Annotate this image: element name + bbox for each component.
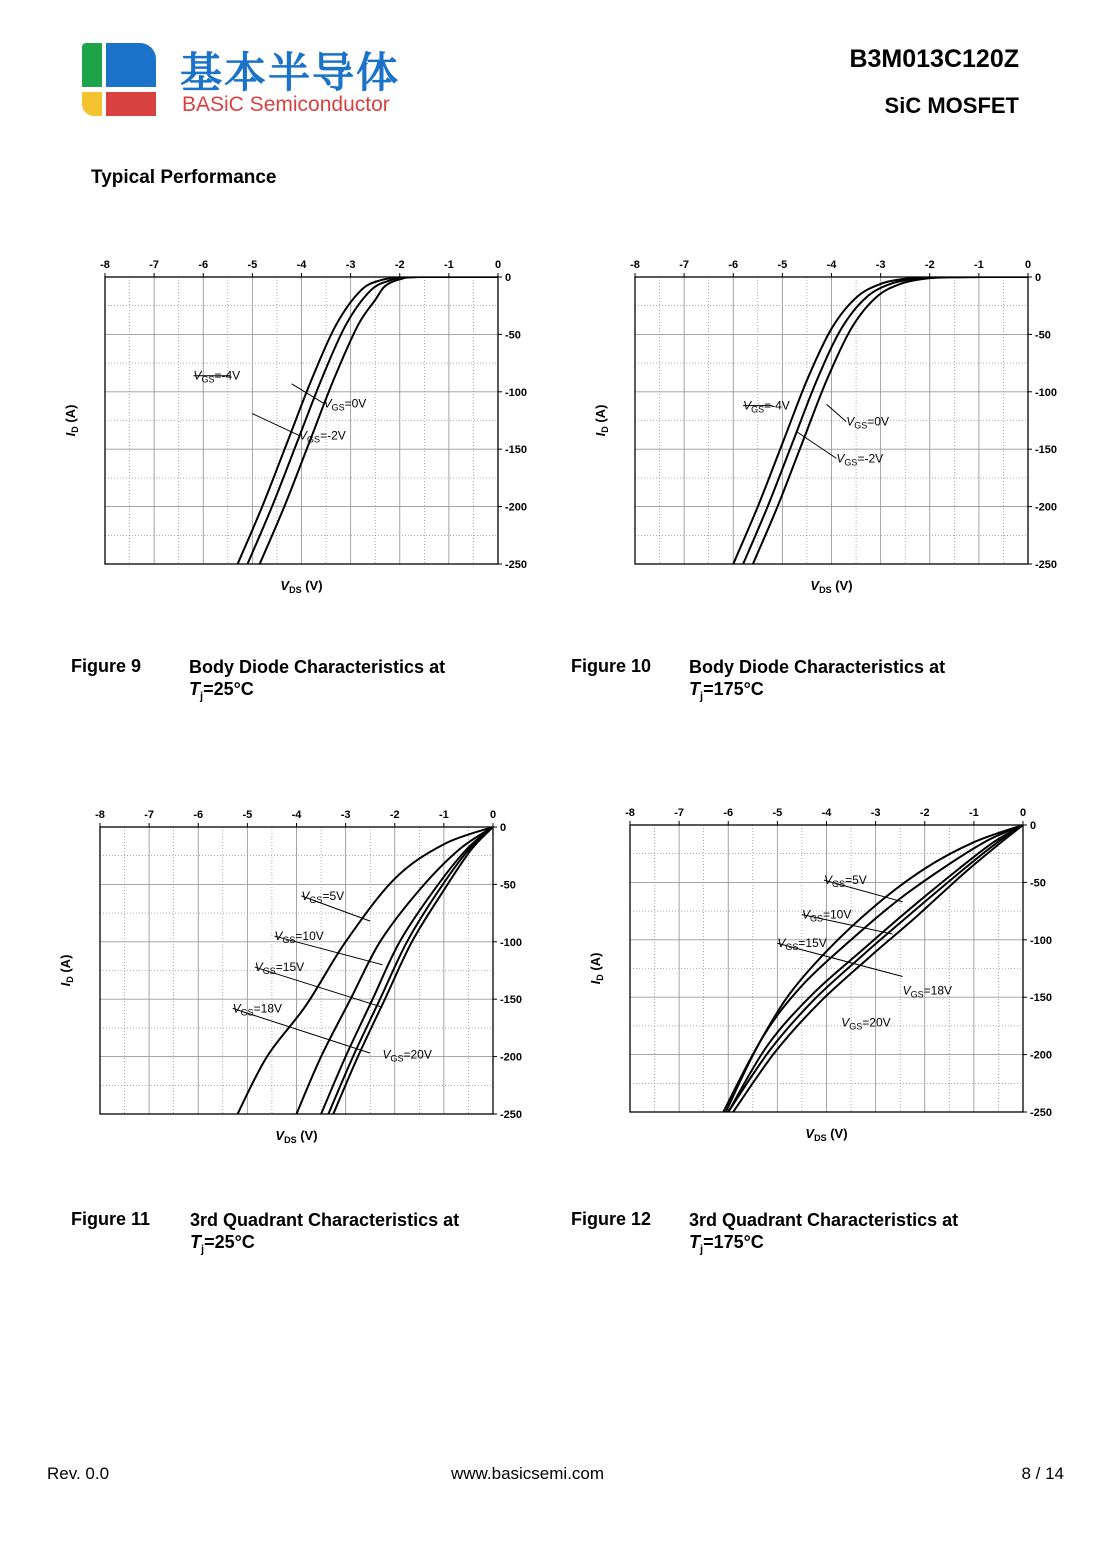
figure-10-caption <box>689 656 945 708</box>
x-tick-label: -7 <box>149 259 160 271</box>
x-tick-label: -3 <box>345 259 356 271</box>
caption-temperature: $T_j=175^\circ C$ <box>689 679 764 703</box>
y-tick-label: -200 <box>500 1051 523 1064</box>
x-axis-unit: (V) <box>831 578 853 593</box>
x-tick-label: -1 <box>438 809 449 821</box>
figure-11-caption <box>190 1209 459 1261</box>
x-tick-label: -5 <box>247 259 258 271</box>
product-type: SiC MOSFET <box>884 93 1019 118</box>
curve-label-symbol: V <box>299 428 308 443</box>
y-tick-label: -250 <box>1035 559 1058 571</box>
logo-red-block <box>106 92 156 116</box>
curve-label <box>299 428 346 444</box>
curve-label <box>301 889 344 905</box>
x-tick-label: 0 <box>494 259 502 271</box>
series-line-vgs-20v <box>733 825 1023 1112</box>
y-tick-label: -50 <box>1030 877 1046 890</box>
y-axis-symbol: I <box>58 982 73 987</box>
y-tick-label: -100 <box>500 936 523 949</box>
curve-label <box>836 451 883 467</box>
y-tick-label: 0 <box>505 272 512 284</box>
y-axis-subscript: D <box>600 426 610 433</box>
curve-label <box>903 983 952 999</box>
x-axis-label <box>275 1128 317 1145</box>
x-axis-subscript: DS <box>289 585 302 595</box>
y-axis-subscript: D <box>65 976 75 983</box>
curve-label-subscript: GS <box>201 374 215 385</box>
y-axis-symbol: I <box>593 432 608 437</box>
curve-label-value: =5V <box>845 873 867 888</box>
x-tick-label: -7 <box>679 259 690 271</box>
x-tick-label: -1 <box>968 807 979 819</box>
curve-label-value: =20V <box>403 1047 432 1062</box>
curve-label-value: =-2V <box>320 428 346 443</box>
curve-label-symbol: V <box>836 451 845 466</box>
curve-label-subscript: GS <box>809 913 823 924</box>
figure-12-label: Figure 12 <box>571 1209 652 1229</box>
curve-label-symbol: V <box>254 960 263 975</box>
y-tick-label: -200 <box>505 501 528 514</box>
curve-label <box>255 960 304 976</box>
curve-label-subscript: GS <box>309 894 323 905</box>
x-axis-subscript: DS <box>814 1133 827 1143</box>
caption-text: Body Diode Characteristics at <box>689 657 946 677</box>
curve-label-subscript: GS <box>854 420 868 431</box>
curve-label-subscript: GS <box>390 1053 404 1064</box>
y-axis-symbol: I <box>588 980 603 985</box>
x-tick-label: -2 <box>389 809 400 821</box>
curve-label-value: =18V <box>253 1001 283 1016</box>
caption-text: 3rd Quadrant Characteristics at <box>689 1210 959 1230</box>
curve-label-symbol: V <box>846 414 855 429</box>
x-tick-label: -2 <box>919 807 930 819</box>
y-axis-unit: (A) <box>593 404 608 427</box>
figure-12-caption <box>689 1209 958 1261</box>
y-axis-label <box>588 953 605 985</box>
y-tick-label: -50 <box>505 329 521 342</box>
curve-label <box>846 415 889 431</box>
x-tick-label: -2 <box>924 259 935 271</box>
curve-label-value: =10V <box>295 929 324 944</box>
footer-revision: Rev. 0.0 <box>47 1464 110 1483</box>
figure-10-label: Figure 10 <box>571 656 652 676</box>
y-axis-label <box>58 955 75 987</box>
curve-label-subscript: GS <box>262 966 276 977</box>
x-tick-label: -3 <box>870 807 881 819</box>
y-axis-subscript: D <box>595 974 605 981</box>
curve-label <box>324 396 367 412</box>
x-axis-label <box>280 578 322 595</box>
curve-label <box>233 1001 282 1017</box>
curve-label-value: =0V <box>867 414 889 429</box>
y-tick-label: -100 <box>1030 934 1053 947</box>
curve-label <box>193 369 240 385</box>
chart-figure-10 <box>580 245 1080 605</box>
curve-label <box>743 399 790 415</box>
x-tick-label: 0 <box>1024 259 1032 271</box>
y-axis-subscript: D <box>70 426 80 433</box>
x-axis-label <box>810 578 852 595</box>
y-tick-label: -150 <box>505 444 528 457</box>
y-tick-label: -200 <box>1035 501 1058 514</box>
curve-label-symbol: V <box>801 907 810 922</box>
x-axis-label <box>805 1126 847 1143</box>
curve-label-value: =15V <box>798 936 827 951</box>
y-tick-label: -200 <box>1030 1049 1053 1062</box>
logo-yellow-block <box>82 92 102 116</box>
curve-label-subscript: GS <box>832 879 846 890</box>
x-tick-label: 0 <box>489 809 497 821</box>
curve-label-subscript: GS <box>307 434 321 445</box>
footer-page-number: 8 / 14 <box>1021 1464 1064 1483</box>
curve-label-value: =-4V <box>764 398 790 413</box>
y-tick-label: -50 <box>1035 329 1051 342</box>
curve-label-subscript: GS <box>751 404 765 415</box>
x-tick-label: -1 <box>443 259 454 271</box>
label-leader-line <box>827 404 847 421</box>
caption-temperature: $T_j=25^\circ C$ <box>190 1232 255 1256</box>
curve-label-subscript: GS <box>849 1021 863 1032</box>
footer-website[interactable]: www.basicsemi.com <box>451 1464 605 1483</box>
curve-label-symbol: V <box>301 888 310 903</box>
x-axis-subscript: DS <box>819 585 832 595</box>
logo-english-name: BASiC Semiconductor <box>182 93 390 116</box>
curve-label <box>274 929 323 945</box>
x-axis-unit: (V) <box>826 1126 848 1141</box>
curve-label-symbol: V <box>841 1015 850 1030</box>
logo-chinese-name: 基本半导体 <box>180 48 401 97</box>
curve-label <box>841 1015 890 1031</box>
curve-label-symbol: V <box>193 368 202 383</box>
figure-11-label: Figure 11 <box>71 1209 151 1229</box>
x-axis-unit: (V) <box>296 1128 318 1143</box>
y-tick-label: 0 <box>500 822 507 834</box>
x-axis-subscript: DS <box>284 1135 297 1145</box>
caption-temperature: $T_j=175^\circ C$ <box>689 1232 764 1256</box>
label-leader-line <box>797 432 836 458</box>
curve-label <box>382 1047 431 1063</box>
x-axis-symbol: V <box>805 1126 815 1141</box>
x-tick-label: -4 <box>291 809 302 821</box>
curve-label <box>777 936 826 952</box>
y-tick-label: -150 <box>500 994 523 1007</box>
curve-label-value: =20V <box>862 1015 891 1030</box>
x-tick-label: 0 <box>1019 807 1027 819</box>
curve-label-symbol: V <box>824 873 833 888</box>
logo-green-block <box>82 43 102 87</box>
x-axis-unit: (V) <box>301 578 323 593</box>
curve-label-value: =-2V <box>857 451 884 466</box>
y-tick-label: -150 <box>1030 992 1053 1005</box>
x-tick-label: -3 <box>340 809 351 821</box>
x-tick-label: -6 <box>193 809 204 821</box>
curve-label-symbol: V <box>743 398 752 413</box>
x-tick-label: -6 <box>723 807 734 819</box>
label-leader-line <box>252 414 299 436</box>
logo-blue-block <box>106 43 156 87</box>
curve-label-subscript: GS <box>785 942 799 953</box>
y-axis-label <box>593 405 610 437</box>
x-tick-label: -8 <box>95 809 105 821</box>
y-axis-label <box>63 405 80 437</box>
section-title: Typical Performance <box>91 167 277 188</box>
curve-label-value: =5V <box>322 888 345 903</box>
curve-label-symbol: V <box>777 936 786 951</box>
curve-label-subscript: GS <box>282 935 296 946</box>
x-tick-label: -5 <box>777 259 788 271</box>
x-tick-label: -5 <box>772 807 783 819</box>
chart-figure-12 <box>575 793 1075 1153</box>
x-tick-label: -1 <box>973 259 984 271</box>
curve-label-symbol: V <box>232 1001 241 1016</box>
curve-label-value: =-4V <box>214 368 241 383</box>
caption-text: 3rd Quadrant Characteristics at <box>190 1210 460 1230</box>
curve-label <box>824 873 867 889</box>
curve-label-value: =18V <box>923 983 953 998</box>
curve-label-value: =0V <box>344 396 367 411</box>
x-tick-label: -6 <box>728 259 739 271</box>
curve-label-value: =10V <box>822 907 852 922</box>
curve-label-symbol: V <box>323 396 332 411</box>
x-tick-label: -4 <box>296 259 307 271</box>
y-tick-label: 0 <box>1030 820 1037 832</box>
y-tick-label: -100 <box>1035 386 1058 399</box>
curve-label <box>802 908 851 924</box>
curve-label-symbol: V <box>382 1047 391 1062</box>
curve-label-subscript: GS <box>844 457 858 468</box>
part-number: B3M013C120Z <box>849 45 1019 73</box>
y-tick-label: -100 <box>505 386 528 399</box>
curve-label-subscript: GS <box>331 402 345 413</box>
caption-temperature: $T_j=25^\circ C$ <box>189 679 254 703</box>
x-tick-label: -3 <box>875 259 886 271</box>
y-tick-label: -250 <box>505 559 528 571</box>
x-tick-label: -7 <box>674 807 685 819</box>
x-axis-symbol: V <box>275 1128 285 1143</box>
x-tick-label: -8 <box>625 807 635 819</box>
y-tick-label: -150 <box>1035 444 1058 457</box>
x-tick-label: -2 <box>394 259 405 271</box>
chart-figure-9 <box>50 245 550 605</box>
curve-label-subscript: GS <box>240 1007 254 1018</box>
x-tick-label: -6 <box>198 259 209 271</box>
x-tick-label: -8 <box>630 259 640 271</box>
y-tick-label: -50 <box>500 879 516 892</box>
chart-figure-11 <box>45 795 545 1155</box>
y-axis-symbol: I <box>63 432 78 437</box>
y-axis-unit: (A) <box>63 404 78 427</box>
y-axis-unit: (A) <box>58 954 73 977</box>
y-axis-unit: (A) <box>588 952 603 975</box>
x-axis-symbol: V <box>810 578 820 593</box>
figure-9-caption <box>189 656 445 708</box>
x-tick-label: -7 <box>144 809 155 821</box>
curve-label-value: =15V <box>275 960 305 975</box>
x-tick-label: -4 <box>821 807 832 819</box>
y-tick-label: 0 <box>1035 272 1042 284</box>
curve-label-symbol: V <box>902 983 911 998</box>
figure-9-label: Figure 9 <box>71 656 142 676</box>
x-tick-label: -8 <box>100 259 110 271</box>
x-axis-symbol: V <box>280 578 290 593</box>
x-tick-label: -4 <box>826 259 837 271</box>
curve-label-symbol: V <box>274 929 283 944</box>
caption-text: Body Diode Characteristics at <box>189 657 446 677</box>
curve-label-subscript: GS <box>910 989 924 1000</box>
y-tick-label: -250 <box>500 1109 523 1121</box>
y-tick-label: -250 <box>1030 1107 1053 1119</box>
x-tick-label: -5 <box>242 809 253 821</box>
